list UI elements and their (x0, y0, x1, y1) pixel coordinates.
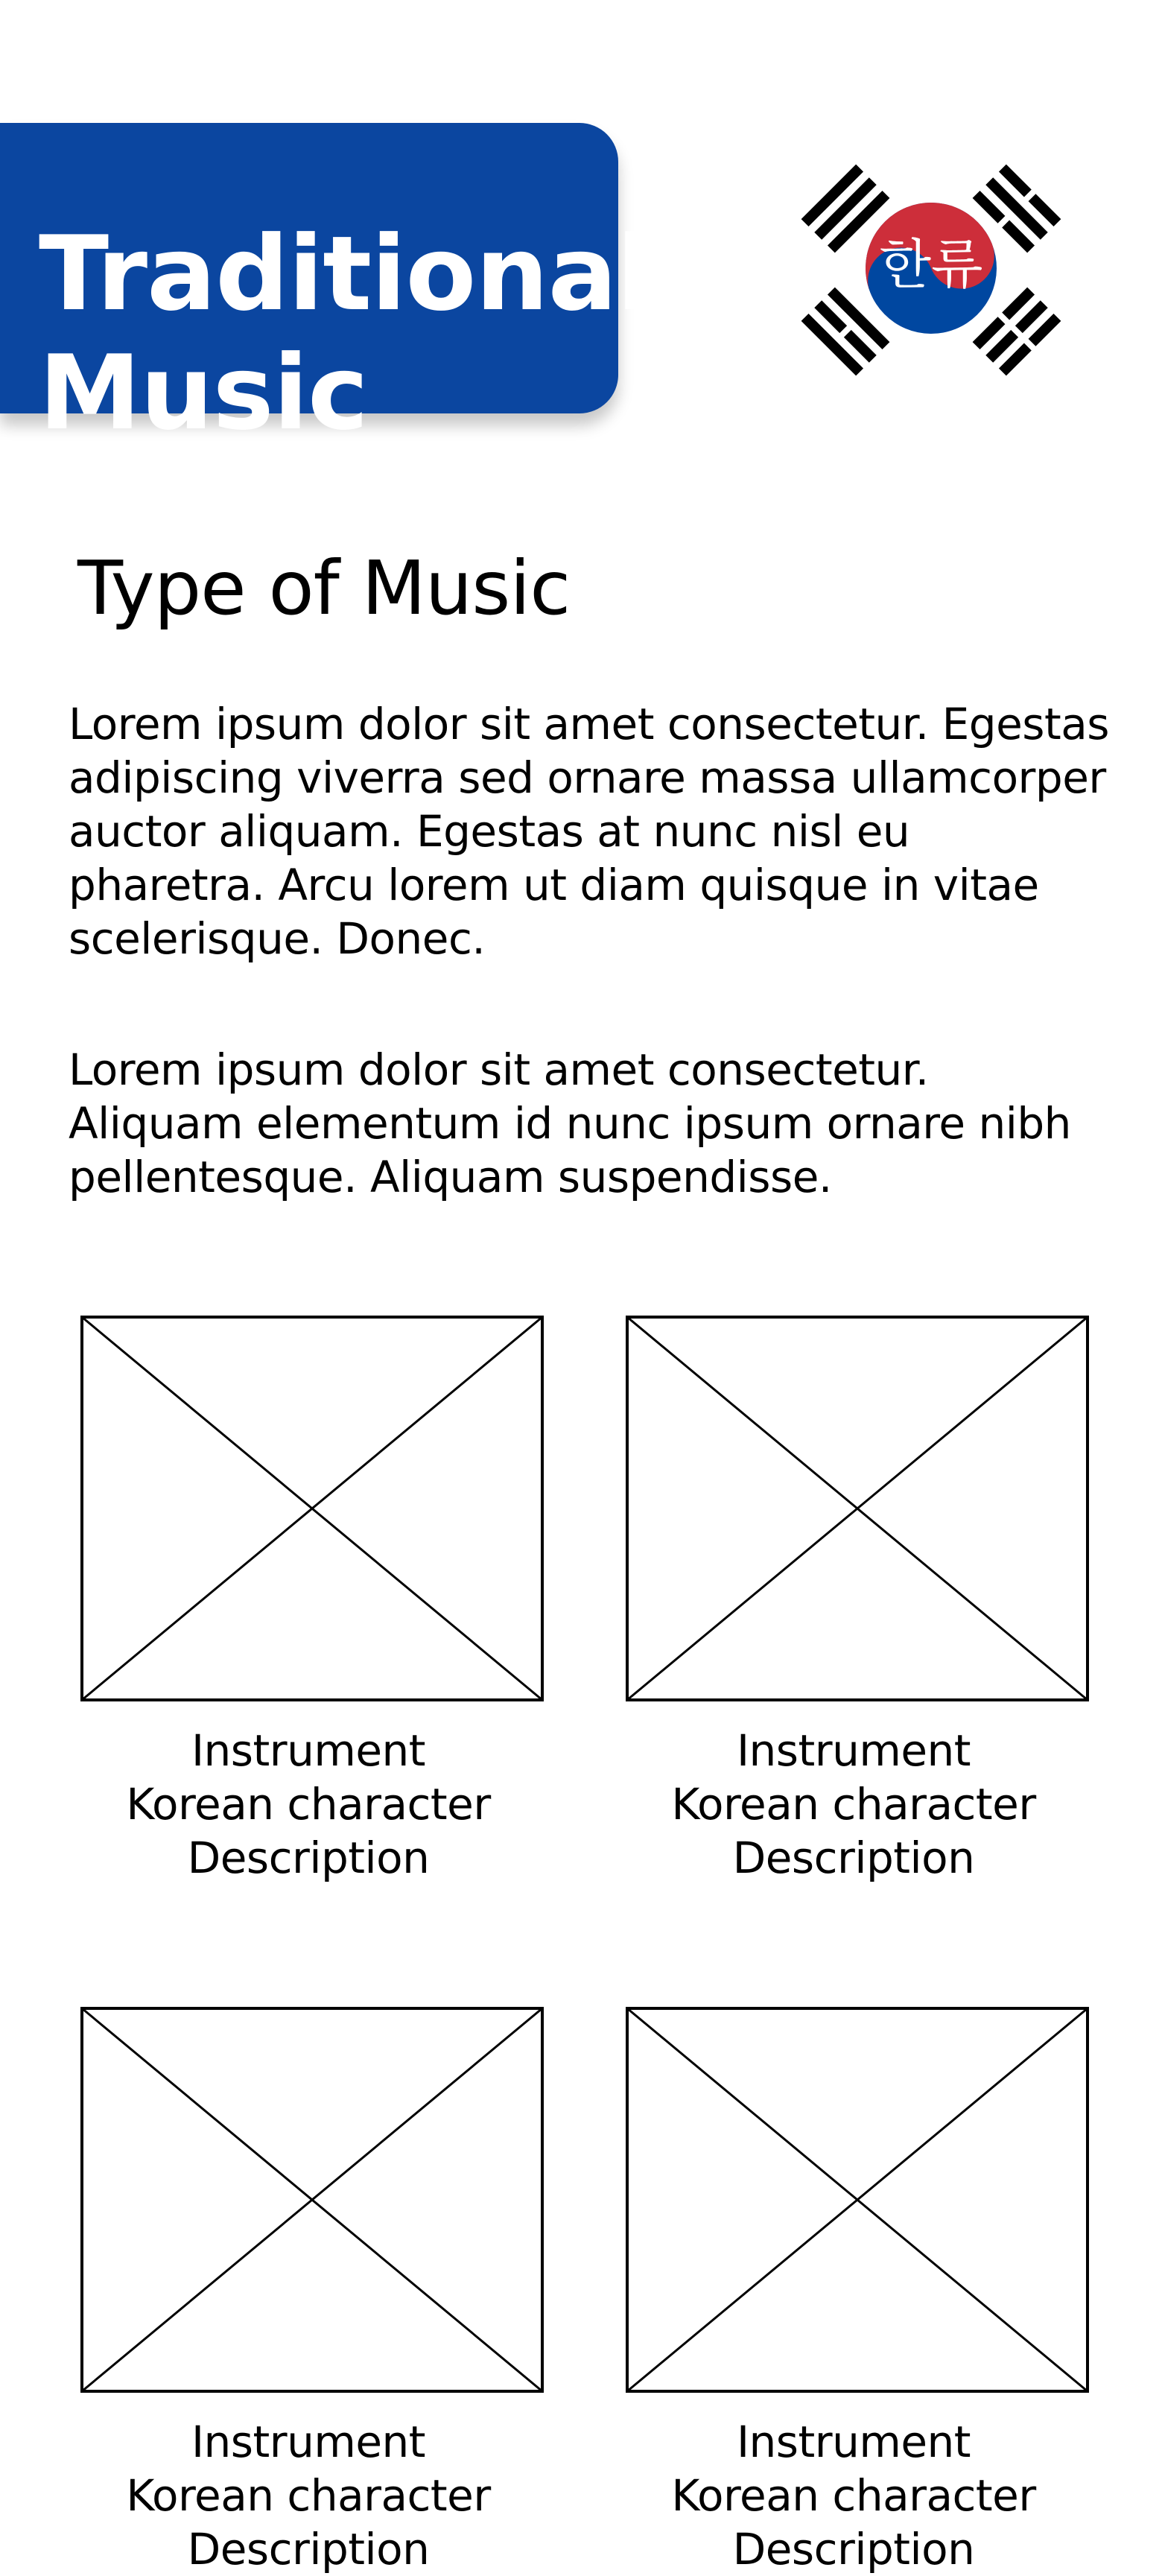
card-caption (615, 1724, 1092, 1885)
section-heading: Type of Music (77, 545, 571, 632)
instrument-name: Instrument (736, 1725, 971, 1776)
description: Description (187, 1833, 430, 1883)
image-placeholder-icon (80, 2007, 544, 2393)
korean-character: Korean character (671, 2470, 1036, 2521)
description: Description (732, 1833, 975, 1883)
image-placeholder-icon (626, 2007, 1089, 2393)
paragraph-1: Lorem ipsum dolor sit amet consectetur. Egestas adipiscing viverra sed ornare massa ullamcorper auctor aliquam. Egestas at nunc nisl eu pharetra. Arcu lorem ut diam quisque in vitae scelerisque. Donec. (69, 699, 1110, 964)
card-caption (70, 1724, 547, 1885)
card-caption (615, 2415, 1092, 2576)
korean-character: Korean character (126, 2470, 491, 2521)
korean-flag-icon[interactable] (786, 156, 1076, 380)
image-placeholder-icon (80, 1316, 544, 1701)
instrument-name: Instrument (191, 2417, 426, 2467)
instrument-name: Instrument (736, 2417, 971, 2467)
korean-character: Korean character (126, 1779, 491, 1830)
description: Description (732, 2524, 975, 2575)
card-caption (70, 2415, 547, 2576)
instrument-name: Instrument (191, 1725, 426, 1776)
paragraph-2: Lorem ipsum dolor sit amet consectetur. Aliquam elementum id nunc ipsum ornare nibh pellentesque. Aliquam suspendisse. (69, 1044, 1071, 1202)
page-title: Traditional Music (39, 214, 651, 454)
korean-character: Korean character (671, 1779, 1036, 1830)
emblem-text: 한류 (879, 233, 983, 296)
description: Description (187, 2524, 430, 2575)
image-placeholder-icon (626, 1316, 1089, 1701)
